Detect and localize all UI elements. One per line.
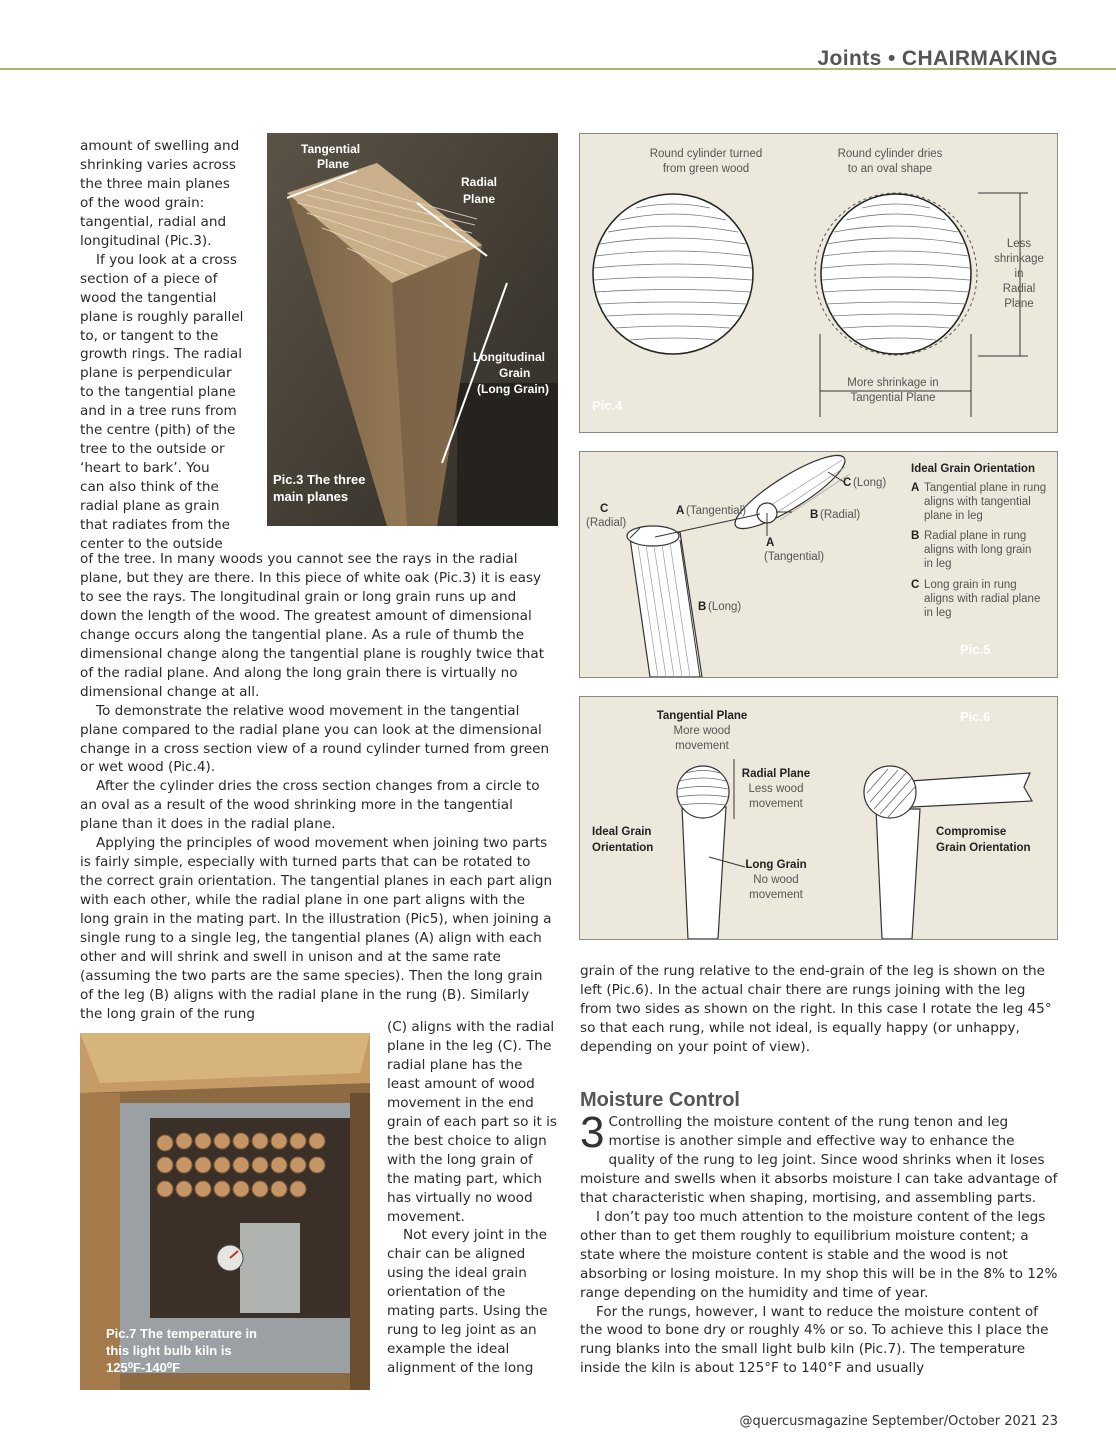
pic4-tag: Pic.4 xyxy=(592,398,623,413)
pic3-label-tangential: Tangential xyxy=(301,142,361,156)
pic6-radial-title: Radial Plane xyxy=(741,768,811,780)
svg-text:Less wood: Less wood xyxy=(748,783,804,795)
pic6-compromise: Compromise xyxy=(936,826,1007,838)
svg-text:movement: movement xyxy=(749,889,803,901)
svg-text:Grain: Grain xyxy=(499,366,531,380)
left-wrap-text: amount of swelling and shrinking varies across the three main planes of the wood grain: tangential, radial and longitudinal (Pic.3). If you look at a cross section of a piece of wood the tangential plane is roughly parallel to, or tangent to the growth rings. The radial plane is perpendicular to the tangential plane and in a tree runs from the centre (pith) of the tree to the outside or ‘heart to bark’. You can also think of the radial plane as grain that radiates from the center to the outside xyxy=(80,138,244,553)
pic3-photo xyxy=(267,133,558,526)
narrow-text: (C) aligns with the radial plane in the leg (C). The radial plane has the least amount of wood movement in the end grain of each part so it is the best choice to align with the long grain of the mating part, which has virtually no wood movement. Not every joint in the chair can be aligned using the ideal grain orientation of the mating parts. Using the rung to leg joint as an example the ideal alignment of the long xyxy=(387,1019,557,1377)
svg-text:in leg: in leg xyxy=(924,607,952,619)
section-header: Joints • CHAIRMAKING xyxy=(817,47,1058,70)
svg-text:shrinkage: shrinkage xyxy=(994,253,1044,265)
pic6-ideal: Ideal Grain xyxy=(592,826,652,838)
pic4-circle-right xyxy=(815,193,977,355)
svg-text:B: B xyxy=(911,530,920,542)
svg-text:movement: movement xyxy=(749,798,803,810)
pic4-label-left-1: Round cylinder turned xyxy=(649,148,763,160)
pic6-tangential-title: Tangential Plane xyxy=(656,710,748,722)
svg-text:(Tangential): (Tangential) xyxy=(764,551,825,563)
drop-cap: 3 xyxy=(580,1108,605,1157)
pic4-circle-left xyxy=(593,194,753,354)
pic5-b-radial: B xyxy=(810,509,819,521)
svg-text:Plane: Plane xyxy=(1004,298,1034,310)
pic6-left-joint xyxy=(677,759,745,939)
pic6-long-title: Long Grain xyxy=(745,859,807,871)
svg-text:(Long): (Long) xyxy=(708,601,742,613)
pic6-tag: Pic.6 xyxy=(960,709,991,724)
svg-text:aligns with tangential: aligns with tangential xyxy=(924,496,1031,508)
svg-text:Plane: Plane xyxy=(463,192,496,206)
pic3-label-radial: Radial xyxy=(461,175,498,189)
pic5-b-long: B xyxy=(698,601,707,613)
moisture-control-heading: Moisture Control xyxy=(580,1089,740,1111)
right-text-1: grain of the rung relative to the end-grain of the leg is shown on the left (Pic.6). In the actual chair there are rungs joining with the leg from two sides as shown on the right. In this case I rotate the leg 45° so that each rung, while not ideal, is equally happy (or unhappy, depending on your point of view). xyxy=(580,963,1052,1055)
pic6-diagram xyxy=(580,697,1057,939)
pic7-photo xyxy=(80,1033,370,1390)
svg-text:A: A xyxy=(911,482,920,494)
pic4-diagram xyxy=(580,134,1057,432)
pic4-label-right-1: Round cylinder dries xyxy=(837,148,943,160)
svg-text:Radial plane in rung: Radial plane in rung xyxy=(924,530,1027,542)
pic3-illustration xyxy=(267,133,558,526)
pic3-caption: Pic.3 The three main planes xyxy=(273,472,366,504)
pic5-c-radial-sub: (Radial) xyxy=(586,517,627,529)
page-footer: @quercusmagazine September/October 2021 23 xyxy=(739,1414,1058,1429)
pic5-legend xyxy=(911,482,1046,619)
svg-text:Radial: Radial xyxy=(1002,283,1036,295)
svg-text:in: in xyxy=(1014,268,1024,280)
svg-text:aligns with long grain: aligns with long grain xyxy=(924,544,1032,556)
left-full-text: of the tree. In many woods you cannot see the rays in the radial plane, but they are there. In this piece of white oak (Pic.3) it is easy to see the rays. The longitudinal grain or long grain runs up and down the length of the wood. The greatest amount of dimensional change occurs along the tangential plane. As a rule of thumb the dimensional change along the tangential plane is roughly twice that of the radial plane. And along the long grain there is virtually no dimensional change at all. To demonstrate the relative wood movement in the tangential plane compared to the radial plane you can look at the dimensional change in a cross section view of a round cylinder turned from green or wet wood (Pic.4). After the cylinder dries the cross section changes from a circle to an oval as a result of the wood shrinking more in the tangential plane than it does in the radial plane. Applying the principles of wood movement when joining two parts is fairly simple, especially with turned parts that can be rotated to the correct grain orientation. The tangential planes in each part align with each other, while the radial plane in one part aligns with the long grain in the mating part. In the illustration (Pic5), when joining a single rung to a single leg, the tangential planes (A) align with each other and will shrink and swell in unison and at the same rate (assuming the two parts are the same species). Then the long grain of the leg (B) aligns with the radial plane in the rung (B). Similarly the long grain of the rung xyxy=(80,551,553,1022)
svg-text:Tangential plane in rung: Tangential plane in rung xyxy=(924,482,1047,494)
svg-text:(Radial): (Radial) xyxy=(820,509,861,521)
svg-text:(Long): (Long) xyxy=(853,477,887,489)
svg-text:Orientation: Orientation xyxy=(592,842,654,854)
svg-text:(Long Grain): (Long Grain) xyxy=(477,382,549,396)
pic5-a-tangential: A xyxy=(676,505,685,517)
svg-text:Long grain in rung: Long grain in rung xyxy=(924,579,1017,591)
pic4-label-less-1: Less xyxy=(1006,238,1032,250)
svg-text:Plane: Plane xyxy=(317,157,350,171)
svg-text:Grain Orientation: Grain Orientation xyxy=(936,842,1031,854)
svg-text:More wood: More wood xyxy=(673,725,731,737)
svg-text:No wood: No wood xyxy=(753,874,799,886)
pic5-leg xyxy=(627,526,702,677)
pic4-label-right-2: to an oval shape xyxy=(847,163,933,175)
pic5-legend-title: Ideal Grain Orientation xyxy=(911,463,1035,475)
svg-text:C: C xyxy=(911,579,920,591)
pic4-figure xyxy=(579,133,1058,433)
pic5-rung xyxy=(727,452,853,539)
pic7-caption: Pic.7 The temperature in this light bulb kiln is 125⁰F-140⁰F xyxy=(106,1326,257,1375)
pic5-figure xyxy=(579,451,1058,678)
pic4-label-more-2: Tangential Plane xyxy=(850,392,936,404)
pic6-figure xyxy=(579,696,1058,940)
svg-text:aligns with radial plane: aligns with radial plane xyxy=(924,593,1041,605)
pic4-label-left-2: from green wood xyxy=(662,163,750,175)
pic3-label-longitudinal: Longitudinal xyxy=(473,350,545,364)
svg-text:(Tangential): (Tangential) xyxy=(686,505,747,517)
pic4-label-more-1: More shrinkage in xyxy=(847,377,939,389)
pic5-diagram xyxy=(580,452,1057,677)
pic5-tag: Pic.5 xyxy=(960,642,991,657)
pic5-a-tangential2: A xyxy=(766,537,775,549)
svg-text:in leg: in leg xyxy=(924,558,952,570)
right-text-2: 3 Controlling the moisture content of the rung tenon and leg mortise is another simple and effective way to enhance the quality of the rung to leg joint. Since wood shrinks when it loses moisture and swells when it absorbs moisture I can take advantage of that characteristic when shaping, mortising, and assembling parts. I don’t pay too much attention to the moisture content of the legs other than to get them roughly to equilibrium moisture content; a state where the moisture content is stable and the wood is not absorbing or losing moisture. In my shop this will be in the 8% to 12% range depending on the humidity and time of year. For the rungs, however, I want to reduce the moisture content of the wood to bone dry or roughly 4% or so. To achieve this I place the rung blanks into the small light bulb kiln (Pic.7). The temperature inside the kiln is about 125°F to 140°F and usually xyxy=(580,1108,1058,1377)
pic5-c-radial: C xyxy=(600,503,609,515)
svg-text:movement: movement xyxy=(675,740,729,752)
pic5-c-long: C xyxy=(843,477,852,489)
svg-text:plane in leg: plane in leg xyxy=(924,510,983,522)
